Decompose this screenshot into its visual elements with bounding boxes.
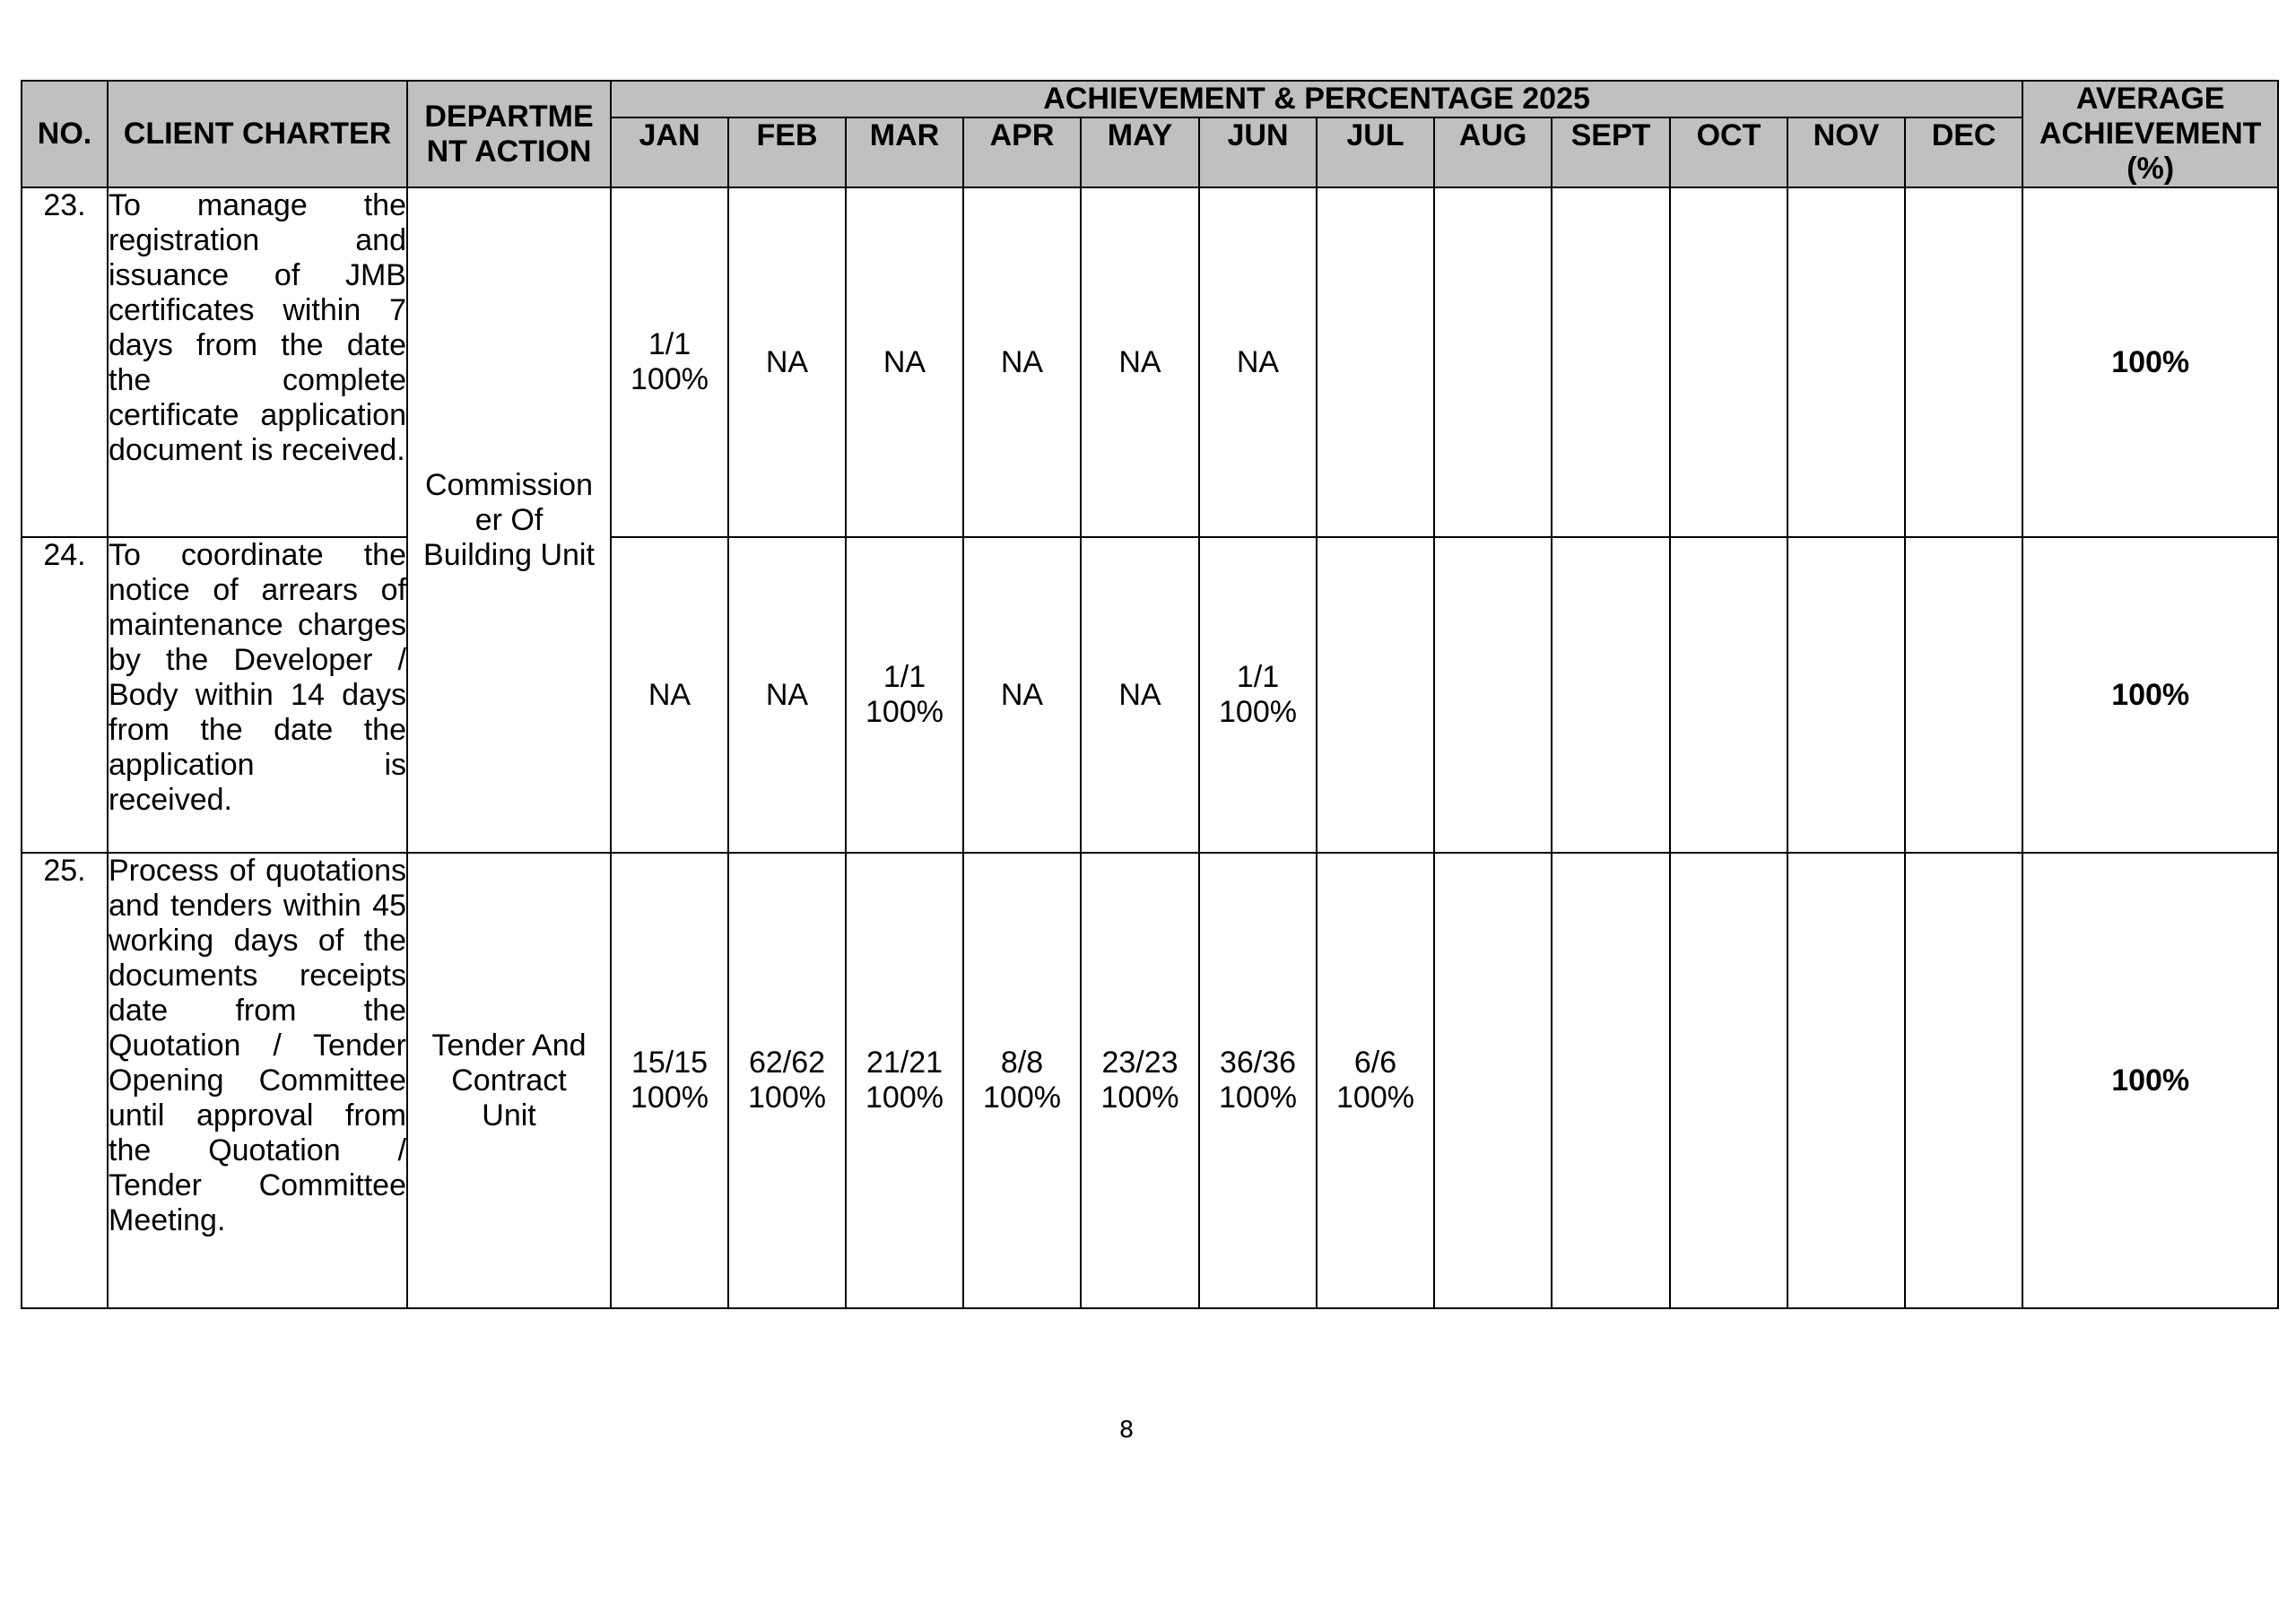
month-cell: 1/1 100% xyxy=(846,537,963,853)
month-cell: NA xyxy=(611,537,728,853)
month-cell: NA xyxy=(963,187,1081,537)
table-row xyxy=(22,853,2278,1308)
page-number: 8 xyxy=(1118,1417,1135,1444)
month-cell xyxy=(1317,187,1434,537)
month-cell xyxy=(1317,537,1434,853)
month-cell: NA xyxy=(728,187,846,537)
month-cell: 1/1 100% xyxy=(611,187,728,537)
header-month-jun: JUN xyxy=(1199,117,1317,187)
header-month-aug: AUG xyxy=(1434,117,1552,187)
month-cell xyxy=(1552,187,1670,537)
month-cell xyxy=(1670,853,1787,1308)
month-cell: NA xyxy=(1199,187,1317,537)
month-cell xyxy=(1434,187,1552,537)
average-cell: 100% xyxy=(2022,187,2278,537)
header-month-sept: SEPT xyxy=(1552,117,1670,187)
header-dept-action: DEPARTME NT ACTION xyxy=(407,81,611,187)
month-cell: NA xyxy=(728,537,846,853)
month-cell: 15/15 100% xyxy=(611,853,728,1308)
month-cell xyxy=(1670,537,1787,853)
header-month-dec: DEC xyxy=(1905,117,2022,187)
month-cell: 21/21 100% xyxy=(846,853,963,1308)
month-cell: NA xyxy=(963,537,1081,853)
month-cell: 36/36 100% xyxy=(1199,853,1317,1308)
header-month-jul: JUL xyxy=(1317,117,1434,187)
average-cell: 100% xyxy=(2022,853,2278,1308)
header-no: NO. xyxy=(22,81,108,187)
month-cell: NA xyxy=(846,187,963,537)
row-number: 24. xyxy=(22,537,108,853)
month-cell xyxy=(1670,187,1787,537)
header-month-jan: JAN xyxy=(611,117,728,187)
month-cell xyxy=(1434,537,1552,853)
average-cell: 100% xyxy=(2022,537,2278,853)
header-month-apr: APR xyxy=(963,117,1081,187)
month-cell xyxy=(1787,187,1905,537)
month-cell xyxy=(1552,853,1670,1308)
header-month-mar: MAR xyxy=(846,117,963,187)
month-cell xyxy=(1552,537,1670,853)
month-cell xyxy=(1787,537,1905,853)
month-cell xyxy=(1787,853,1905,1308)
client-charter-cell: To manage the registration and issuance of JMB certificates within 7 days from the date the complete certificate application document is received. xyxy=(108,187,407,537)
client-charter-cell: To coordinate the notice of arrears of maintenance charges by the Developer / Body within 14 days from the date the application is received. xyxy=(108,537,407,853)
row-number: 23. xyxy=(22,187,108,537)
month-cell xyxy=(1905,537,2022,853)
header-month-may: MAY xyxy=(1081,117,1199,187)
month-cell xyxy=(1905,187,2022,537)
month-cell: 8/8 100% xyxy=(963,853,1081,1308)
header-month-nov: NOV xyxy=(1787,117,1905,187)
table-row xyxy=(22,187,2278,537)
department-cell: Tender And Contract Unit xyxy=(407,853,611,1308)
month-cell xyxy=(1434,853,1552,1308)
month-cell xyxy=(1905,853,2022,1308)
client-charter-table xyxy=(21,80,2279,1309)
header-achievement-group: ACHIEVEMENT & PERCENTAGE 2025 xyxy=(611,81,2022,117)
header-client-charter: CLIENT CHARTER xyxy=(108,81,407,187)
department-cell: Commission er Of Building Unit xyxy=(407,187,611,853)
header-month-feb: FEB xyxy=(728,117,846,187)
header-month-oct: OCT xyxy=(1670,117,1787,187)
client-charter-cell: Process of quotations and tenders within 45 working days of the documents receipts date from the Quotation / Tender Opening Committee until approval from the Quotation / Tender Committee Meeting. xyxy=(108,853,407,1308)
month-cell: 1/1 100% xyxy=(1199,537,1317,853)
month-cell: 6/6 100% xyxy=(1317,853,1434,1308)
month-cell: 23/23 100% xyxy=(1081,853,1199,1308)
table-row xyxy=(22,537,2278,853)
header-average: AVERAGE ACHIEVEMENT (%) xyxy=(2022,81,2278,187)
month-cell: NA xyxy=(1081,187,1199,537)
month-cell: NA xyxy=(1081,537,1199,853)
row-number: 25. xyxy=(22,853,108,1308)
month-cell: 62/62 100% xyxy=(728,853,846,1308)
